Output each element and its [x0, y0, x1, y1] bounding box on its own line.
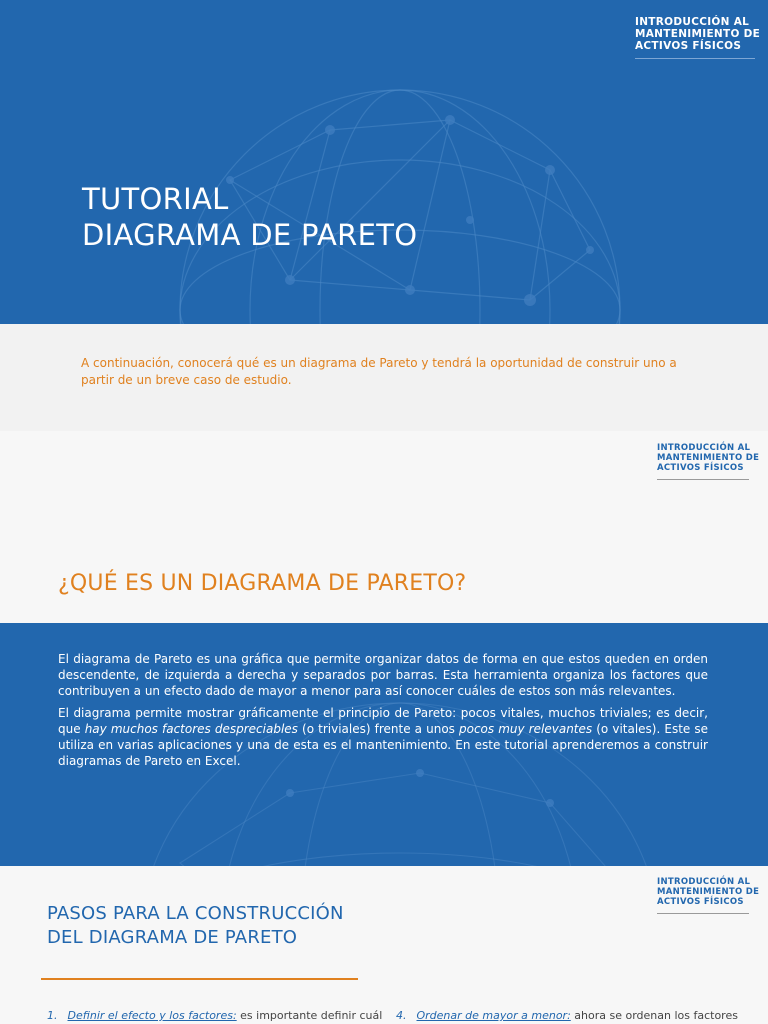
- title-line-1: TUTORIAL: [82, 182, 229, 216]
- orange-divider: [41, 978, 358, 980]
- step-text: ahora se ordenan los factores: [570, 1009, 738, 1022]
- paragraph-2-part-2: (o triviales) frente a unos: [297, 722, 459, 736]
- brand-logo: [635, 16, 760, 59]
- title-line-2: DIAGRAMA DE PARETO: [82, 218, 418, 252]
- step-lead: Definir el efecto y los factores:: [67, 1009, 237, 1022]
- intro-text: [81, 355, 681, 388]
- what-is-heading: ¿QUÉ ES UN DIAGRAMA DE PARETO?: [58, 571, 467, 596]
- step-lead: Ordenar de mayor a menor:: [416, 1009, 571, 1022]
- cover-slide: [0, 0, 768, 324]
- step-text: es importante definir cuál: [236, 1009, 383, 1022]
- brand-underline: [635, 58, 755, 59]
- paragraph-2: [58, 705, 708, 769]
- what-is-body: [0, 623, 768, 866]
- paragraph-1: El diagrama de Pareto es una gráfica que permite organizar datos de forma en que estos queden en orden descendente, de izquierda a derecha y separados por barras. Esta herramienta organiza los factores que contribuyen a un efecto dado de mayor a menor para así conocer cuáles de estos son más relevantes.: [58, 652, 708, 698]
- emphasis-trivial: hay muchos factores despreciables: [84, 722, 298, 736]
- paragraph-2-part-3: (o vitales). Este se utiliza en varias aplicaciones y una de esta es el mantenimiento. En este tutorial aprenderemos a construir diagramas de Pareto en Excel.: [58, 722, 709, 768]
- steps-heading-line-2: DEL DIAGRAMA DE PARETO: [47, 927, 298, 948]
- brand-line-2: MANTENIMIENTO DE: [657, 452, 760, 463]
- brand-line-1: INTRODUCCIÓN AL: [657, 443, 751, 453]
- brand-line-3: ACTIVOS FÍSICOS: [635, 40, 742, 53]
- brand-line-2: MANTENIMIENTO DE: [657, 886, 760, 897]
- step-item-4: [396, 1009, 738, 1022]
- steps-slide: [0, 866, 768, 1024]
- brand-line-1: INTRODUCCIÓN AL: [635, 16, 750, 28]
- brand-underline: [657, 913, 749, 914]
- intro-line-2: partir de un breve caso de estudio.: [81, 372, 292, 387]
- steps-heading: [47, 902, 344, 950]
- what-is-header-slide: [0, 431, 768, 623]
- brand-underline: [657, 479, 749, 480]
- emphasis-vital: pocos muy relevantes: [459, 722, 593, 736]
- intro-line-1: A continuación, conocerá qué es un diagrama de Pareto y tendrá la oportunidad de construir uno a: [81, 356, 677, 370]
- step-number: 4.: [396, 1009, 407, 1022]
- intro-band: [0, 324, 768, 431]
- brand-logo: [657, 878, 759, 914]
- brand-line-2: MANTENIMIENTO DE: [635, 28, 761, 41]
- steps-heading-line-1: PASOS PARA LA CONSTRUCCIÓN: [47, 903, 344, 924]
- brand-line-3: ACTIVOS FÍSICOS: [657, 896, 744, 907]
- cover-title: [82, 181, 417, 253]
- brand-line-1: INTRODUCCIÓN AL: [657, 877, 751, 887]
- paragraph-2-part-1: El diagrama permite mostrar gráficamente el principio de Pareto: pocos vitales, muchos triviales; es decir, que: [58, 706, 708, 736]
- step-number: 1.: [47, 1009, 58, 1022]
- step-item-1: [47, 1009, 382, 1022]
- what-is-text: [58, 651, 708, 775]
- brand-logo: [657, 444, 759, 480]
- brand-line-3: ACTIVOS FÍSICOS: [657, 462, 744, 473]
